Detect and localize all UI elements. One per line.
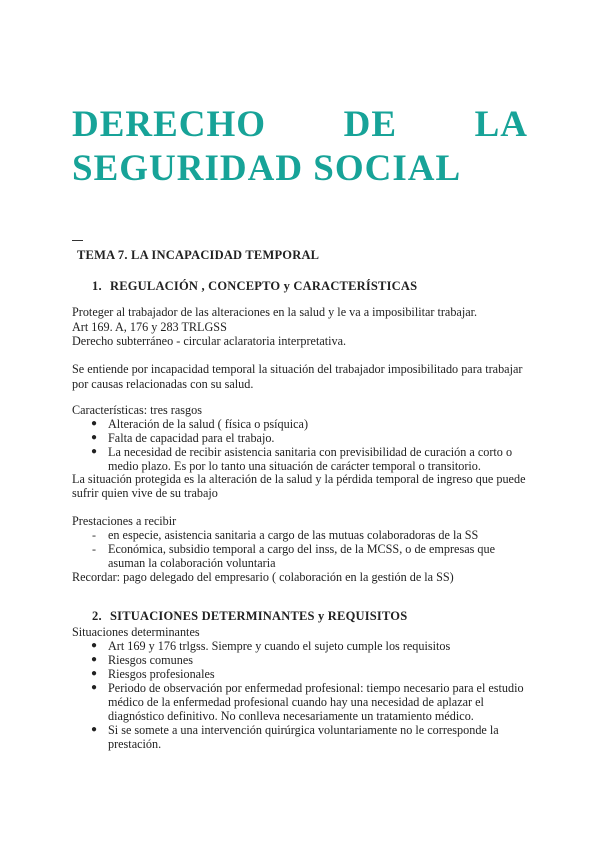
title-word: DE: [343, 104, 398, 145]
paragraph-line: Art 169. A, 176 y 283 TRLGSS: [72, 320, 227, 334]
list-item: - Económica, subsidio temporal a cargo del inss, de la MCSS, o de empresas que asuman la colaboración voluntaria: [92, 542, 495, 570]
title-word: DERECHO: [72, 104, 267, 145]
list-item: ● Periodo de observación por enfermedad profesional: tiempo necesario para el estudio médico de la enfermedad profesional cuando hay una necesidad de aplazar el diagnóstico definitivo. No conlleva necesariamente un tratamiento médico.: [91, 681, 524, 723]
prestaciones-list: [72, 528, 495, 570]
section-2-heading: [92, 609, 407, 624]
list-item: ● Falta de capacidad para el trabajo.: [91, 431, 275, 445]
dash-icon: -: [92, 542, 96, 556]
list-item: ● Riesgos comunes: [91, 653, 193, 667]
paragraph-line: Recordar: pago delegado del empresario ( colaboración en la gestión de la SS): [72, 570, 454, 584]
bullet-icon: ●: [91, 418, 98, 429]
paragraph-line: por causas relacionadas con su salud.: [72, 377, 254, 391]
bullet-icon: ●: [91, 446, 98, 457]
section-number: 1.: [92, 279, 102, 293]
tema-heading: TEMA 7. LA INCAPACIDAD TEMPORAL: [77, 248, 320, 262]
title-line-1: [72, 103, 528, 147]
list-item: ● Alteración de la salud ( física o psíquica): [91, 417, 309, 431]
list-item: ● Si se somete a una intervención quirúrgica voluntariamente no le corresponde la prestación.: [91, 723, 499, 751]
list-item: ● Riesgos profesionales: [91, 667, 215, 681]
title-word: LA: [474, 104, 528, 145]
section-1-heading: [92, 279, 417, 294]
bullet-icon: ●: [91, 640, 98, 651]
paragraph-line: Proteger al trabajador de las alteraciones en la salud y le va a imposibilitar trabajar.: [72, 305, 478, 319]
horizontal-rule: [72, 240, 83, 241]
paragraph-line: La situación protegida es la alteración de la salud y la pérdida temporal de ingreso que puede: [72, 472, 526, 486]
list-item: - en especie, asistencia sanitaria a cargo de las mutuas colaboradoras de la SS: [92, 528, 479, 542]
title-line-2: SEGURIDAD SOCIAL: [72, 148, 462, 189]
list-label: Situaciones determinantes: [72, 625, 200, 639]
bullet-icon: ●: [91, 724, 98, 735]
list-item: ● Art 169 y 176 trlgss. Siempre y cuando el sujeto cumple los requisitos: [91, 639, 451, 653]
caracteristicas-list: [72, 417, 512, 473]
list-item: ● La necesidad de recibir asistencia sanitaria con previsibilidad de curación a corto o medio plazo. Es por lo tanto una situación de carácter temporal o transitorio.: [91, 445, 513, 473]
section-number: 2.: [92, 609, 102, 623]
bullet-icon: ●: [91, 668, 98, 679]
bullet-icon: ●: [91, 682, 98, 693]
situaciones-list: [72, 639, 524, 751]
paragraph-line: Se entiende por incapacidad temporal la situación del trabajador imposibilitado para trabajar: [72, 362, 523, 376]
list-label: Características: tres rasgos: [72, 403, 202, 417]
list-label: Prestaciones a recibir: [72, 514, 177, 528]
bullet-icon: ●: [91, 432, 98, 443]
section-title: SITUACIONES DETERMINANTES y REQUISITOS: [110, 609, 408, 623]
bullet-icon: ●: [91, 654, 98, 665]
paragraph-line: sufrir quien vive de su trabajo: [72, 486, 218, 500]
section-title: REGULACIÓN , CONCEPTO y CARACTERÍSTICAS: [110, 279, 418, 293]
document-title: [72, 103, 528, 191]
dash-icon: -: [92, 528, 96, 542]
paragraph-line: Derecho subterráneo - circular aclaratoria interpretativa.: [72, 334, 347, 348]
